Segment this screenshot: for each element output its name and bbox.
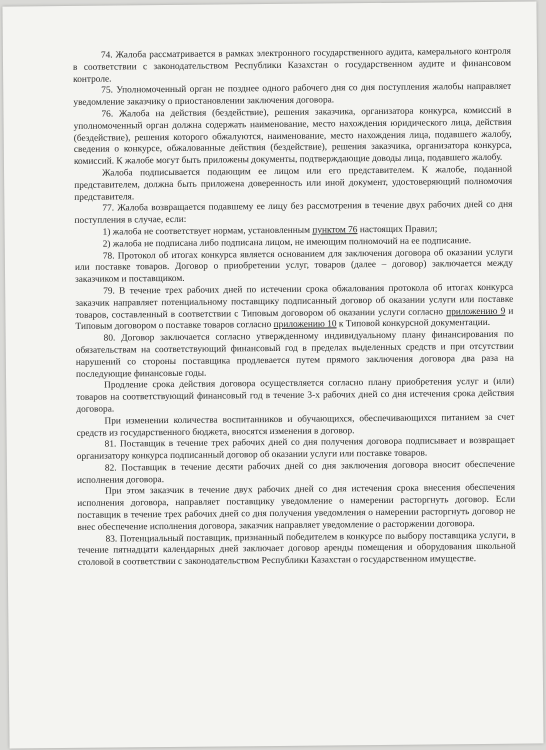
paragraph-83: 83. Потенциальный поставщик, признанный победителем в конкурсе по выбору поставщика услуги, в течение пятнадцати календарных дней заключает договор аренды помещения и оборудования школьной столовой в соответствии с законодательством Республики Казахстан о государственном имуществе. [77,530,516,569]
p79-text-b: и Типовым договором о поставке товаров согласно [75,306,514,333]
paragraph-77-item-2: 2) жалоба не подписана либо подписана лицом, не имеющим полномочий на ее подписание. [102,235,472,250]
paragraph-76: 76. Жалоба на действия (бездействие), решения заказчика, организатора конкурса, комиссий в уполномоченный орган должна содержать наименование, место нахождения юридического лица, действия (бездействие), решения которого обжалуются, наименование, место нахождения лица, подавшего жалобу, сведения о конкурсе, обжалованные действия (бездействие), решения заказчика, организатора конкурса, комиссий. К жалобе могут быть приложены документы, подтверждающие доводы лица, подавшего жалобу. [73,105,512,168]
paragraph-80-extension: Продление срока действия договора осуществляется согласно плану приобретения услуг и (или) товаров на соответствующий финансовый год в течение 3-х рабочих дней со дня истечения срока действия договора. [76,376,515,415]
document-text [73,47,516,570]
item-1-text-b: настоящих Правил; [357,224,438,236]
paragraph-77: 77. Жалоба возвращается подавшему ее лицу без рассмотрения в течение двух рабочих дней со дня поступления в случае, если: [74,200,513,227]
paragraph-75: 75. Уполномоченный орган не позднее одного рабочего дня со дня поступления жалобы направляет уведомление заказчику о приостановлении заключения договора. [73,82,512,109]
paragraph-78: 78. Протокол об итогах конкурса является основанием для заключения договора об оказании услуги или поставке товаров. Договор о приобретении услуг, товаров (далее – договор) заключается между заказчиком и поставщиком. [74,247,513,286]
link-punkt-76[interactable]: пунктом 76 [312,225,358,236]
paragraph-74: 74. Жалоба рассматривается в рамках электронного государственного аудита, камерального контроля в соответствии с законодательством Республики Казахстан о государственном аудите и финансовом контроле. [72,46,512,85]
paragraph-76-signature: Жалоба подписывается подающим ее лицом или его представителем. К жалобе, поданной представителем, должна быть приложена доверенность или иной документ, удостоверяющий полномочия представителя. [74,164,513,203]
paragraph-79 [75,283,513,334]
paragraph-82-notice: При этом заказчик в течение двух рабочих дней со дня истечения срока внесения обеспечения исполнения договора, направляет поставщику уведомление о намерении расторгнуть договор. Если поставщик в течение трех рабочих дней со дня получения уведомления о намерении расторгнуть договор не внес обеспечение исполнения договора, заказчик направляет уведомление о расторжении договора. [77,483,516,533]
item-1-text-a: 1) жалоба не соответствует нормам, установленным [102,225,313,238]
document-page [2,1,543,748]
paragraph-81: 81. Поставщик в течение трех рабочих дней со дня получения договора подписывает и возвращает организатору конкурса подписанный договор об оказании услуги или поставке товаров. [76,435,515,462]
paragraph-80: 80. Договор заключается согласно утвержденному индивидуальному плану финансирования по обязательствам на соответствующий финансовый год в пределах выделенных средств и при отсутствии нарушений со стороны поставщика продлевается путем прямого заключения договора два раза на последующие финансовые годы. [75,329,514,380]
paragraph-82: 82. Поставщик в течение десяти рабочих дней со дня заключения договора вносит обеспечение исполнения договора. [76,459,515,486]
p79-text-c: к Типовой конкурсной документации. [336,318,491,330]
link-appendix-10[interactable]: приложению 10 [273,319,337,331]
p79-text-a: 79. В течение трех рабочих дней по истечении срока обжалования протокола об итогах конкурса заказчик направляет потенциальному поставщику подписанный договор об оказании услуги или поставке товаров, составленный в соответствии с Типовым договором об оказании услуги согласно [75,282,514,321]
link-appendix-9[interactable]: приложению 9 [446,306,506,317]
paragraph-80-changes: При изменении количества воспитанников и обучающихся, обеспечивающихся питанием за счет средств из государственного бюджета, вносятся изменения в договор. [76,412,515,439]
